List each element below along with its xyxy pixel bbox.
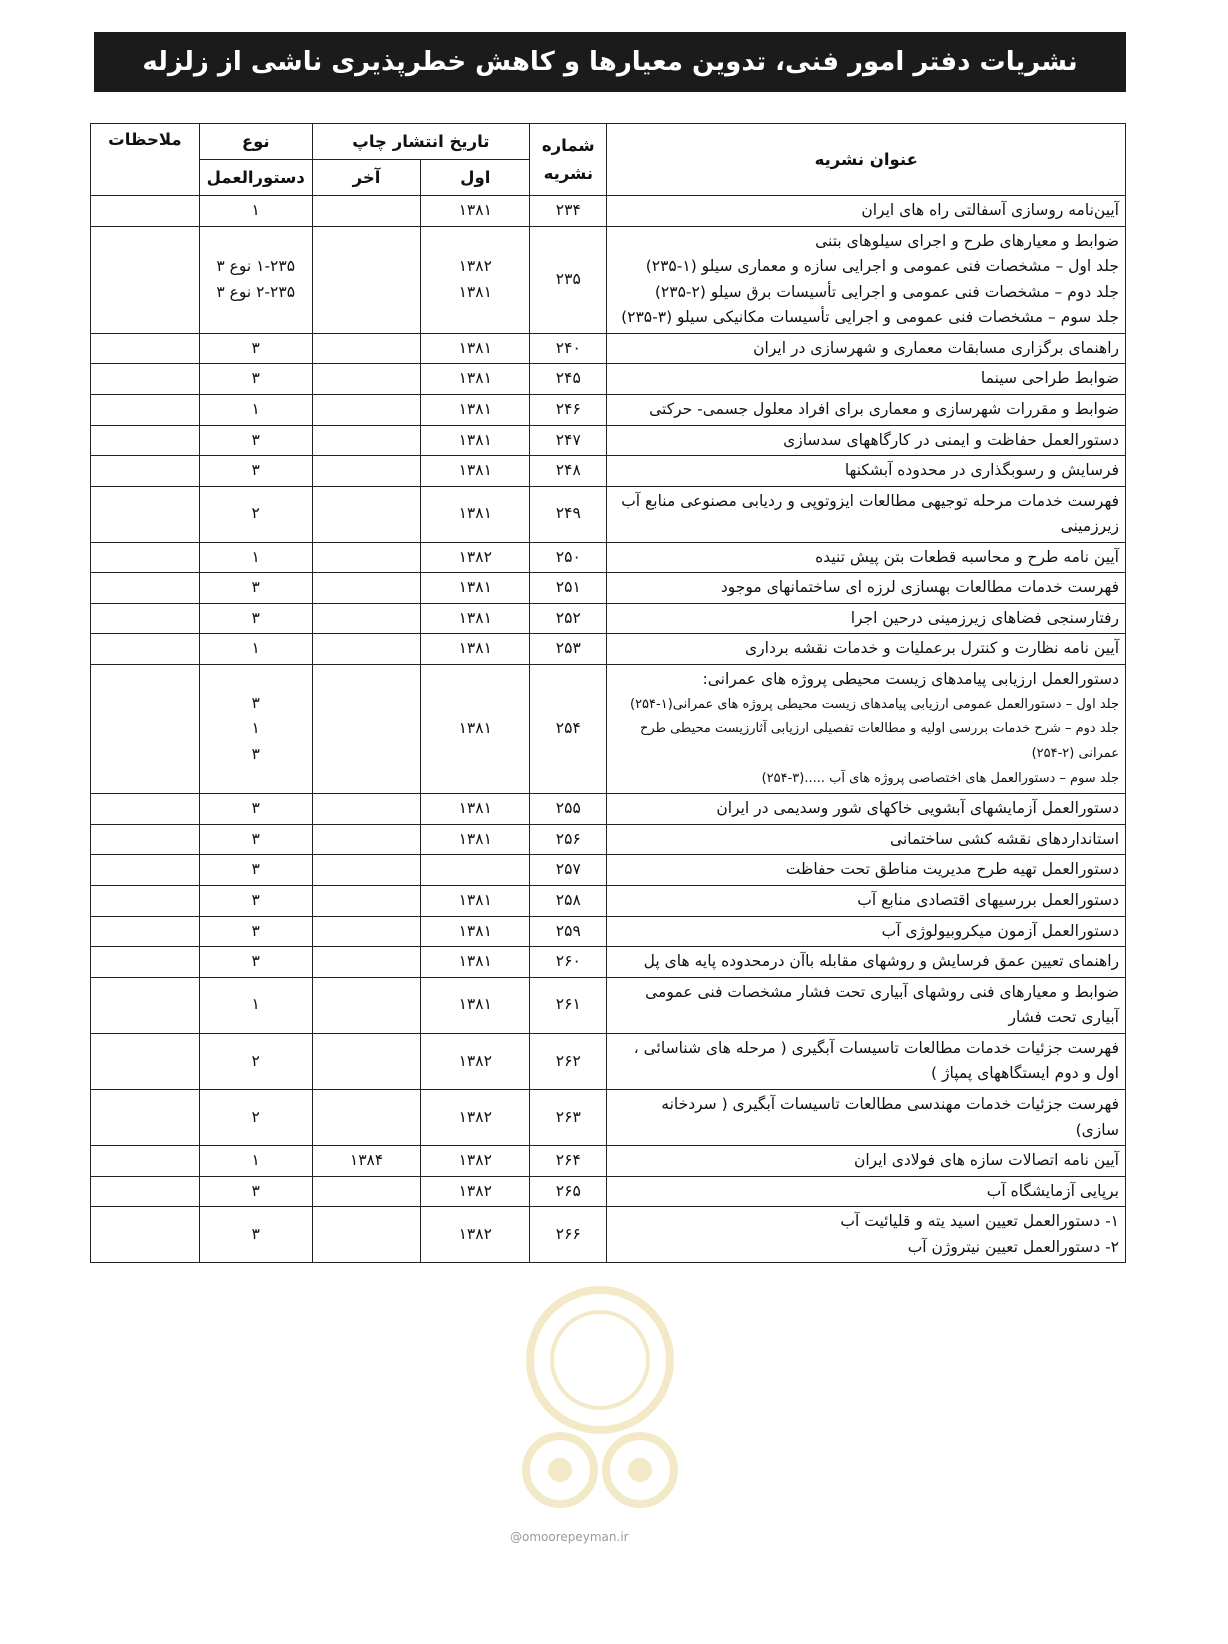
- title-line: جلد دوم – مشخصات فنی عمومی و اجرایی تأسیسات برق سیلو (۲-۲۳۵): [654, 282, 1119, 301]
- instruction-type-value: ۳: [251, 461, 260, 480]
- last-print-date: [312, 665, 421, 794]
- publication-title: [607, 542, 1126, 573]
- last-print-date: [312, 394, 421, 425]
- publication-number: ۲۵۱: [530, 573, 607, 604]
- instruction-type-value: ۱-۲۳۵ نوع ۳: [216, 257, 296, 276]
- publication-number: ۲۶۴: [530, 1146, 607, 1177]
- publication-title: [607, 364, 1126, 395]
- remarks-cell: [91, 486, 200, 542]
- first-print-date: [421, 456, 530, 487]
- publication-number: ۲۳۴: [530, 196, 607, 227]
- publication-title: [607, 855, 1126, 886]
- table-row: [91, 394, 1126, 425]
- publication-title: [607, 486, 1126, 542]
- publication-title: [607, 824, 1126, 855]
- publication-title: [607, 634, 1126, 665]
- header-number: شماره نشریه: [530, 124, 607, 196]
- table-row: [91, 947, 1126, 978]
- last-print-date: [312, 603, 421, 634]
- title-line: ۱- دستورالعمل تعیین اسید یته و قلیائیت آب: [840, 1212, 1119, 1231]
- first-print-value: ۱۳۸۲: [458, 1107, 492, 1126]
- instruction-type: [199, 824, 312, 855]
- last-print-date: [312, 364, 421, 395]
- publication-title: [607, 1176, 1126, 1207]
- title-line: دستورالعمل تهیه طرح مدیریت مناطق تحت حفاظت: [785, 860, 1119, 879]
- first-print-date: [421, 486, 530, 542]
- instruction-type: [199, 542, 312, 573]
- first-print-date: [421, 1176, 530, 1207]
- title-line: آیین نامه اتصالات سازه های فولادی ایران: [853, 1151, 1119, 1170]
- title-line-small: جلد سوم – دستورالعمل های اختصاصی پروژه های آب .....(۳-۲۵۴): [761, 770, 1119, 786]
- first-print-value: ۱۳۸۱: [458, 719, 492, 738]
- publication-number: ۲۶۳: [530, 1089, 607, 1145]
- stamp-seal-icon: [500, 1270, 700, 1520]
- last-print-date: [312, 1176, 421, 1207]
- first-print-date: [421, 226, 530, 333]
- table-row: [91, 542, 1126, 573]
- publication-number: ۲۵۸: [530, 886, 607, 917]
- last-print-date: [312, 1033, 421, 1089]
- table-row: [91, 573, 1126, 604]
- instruction-type: [199, 603, 312, 634]
- instruction-type-value: ۳: [251, 891, 260, 909]
- title-line: استانداردهای نقشه کشی ساختمانی: [890, 829, 1119, 848]
- last-print-date: [312, 425, 421, 456]
- publication-number: ۲۴۶: [530, 394, 607, 425]
- remarks-cell: [91, 573, 200, 604]
- table-row: [91, 425, 1126, 456]
- instruction-type: [199, 1207, 312, 1263]
- first-print-value: ۱۳۸۱: [458, 201, 492, 219]
- first-print-date: [421, 364, 530, 395]
- instruction-type-value: ۱: [251, 399, 260, 418]
- last-print-date: [312, 886, 421, 917]
- instruction-type: [199, 1033, 312, 1089]
- last-print-date: [312, 226, 421, 333]
- remarks-cell: [91, 947, 200, 978]
- publication-title: [607, 1146, 1126, 1177]
- remarks-cell: [91, 333, 200, 364]
- title-line: راهنمای برگزاری مسابقات معماری و شهرسازی در ایران: [753, 338, 1119, 357]
- first-print-date: [421, 794, 530, 825]
- remarks-cell: [91, 425, 200, 456]
- remarks-cell: [91, 1146, 200, 1177]
- title-line: دستورالعمل آزمایشهای آبشویی خاکهای شور وسدیمی در ایران: [716, 799, 1119, 818]
- first-print-value: ۱۳۸۱: [458, 608, 492, 627]
- remarks-cell: [91, 364, 200, 395]
- first-print-value: ۱۳۸۱: [458, 891, 492, 909]
- first-print-date: [421, 196, 530, 227]
- first-print-date: [421, 916, 530, 947]
- instruction-type-value: ۲-۲۳۵ نوع ۳: [216, 282, 296, 301]
- first-print-value: ۱۳۸۱: [458, 952, 492, 971]
- remarks-cell: [91, 855, 200, 886]
- first-print-value: ۱۳۸۱: [458, 921, 492, 940]
- header-title: عنوان نشریه: [607, 124, 1126, 196]
- watermark-site: @omoorepeyman.ir: [510, 1530, 629, 1544]
- first-print-date: [421, 573, 530, 604]
- table-row: [91, 196, 1126, 227]
- table-row: [91, 886, 1126, 917]
- last-print-date: [312, 977, 421, 1033]
- publication-title: [607, 394, 1126, 425]
- table-body: [91, 196, 1126, 1263]
- title-line-small: جلد اول – دستورالعمل عمومی ارزیابی پیامدهای زیست محیطی پروژه های عمرانی(۱-۲۵۴): [629, 696, 1119, 712]
- instruction-type: [199, 947, 312, 978]
- table-row: [91, 1207, 1126, 1263]
- table-row: [91, 456, 1126, 487]
- last-print-date: [312, 855, 421, 886]
- instruction-type-value: ۳: [251, 338, 260, 357]
- title-line: رفتارسنجی فضاهای زیرزمینی درحین اجرا: [850, 608, 1119, 627]
- publication-title: [607, 196, 1126, 227]
- last-print-date: [312, 1207, 421, 1263]
- remarks-cell: [91, 196, 200, 227]
- last-print-date: [312, 196, 421, 227]
- instruction-type-value: ۱: [251, 1151, 260, 1170]
- first-print-value: ۱۳۸۱: [458, 829, 492, 848]
- remarks-cell: [91, 603, 200, 634]
- remarks-cell: [91, 794, 200, 825]
- table-row: [91, 486, 1126, 542]
- instruction-type-value: ۳: [251, 578, 260, 597]
- remarks-cell: [91, 226, 200, 333]
- publication-title: [607, 977, 1126, 1033]
- publication-title: [607, 947, 1126, 978]
- first-print-value: ۱۳۸۱: [458, 799, 492, 818]
- first-print-value: ۱۳۸۱: [458, 504, 492, 523]
- publication-number: ۲۴۵: [530, 364, 607, 395]
- title-line: دستورالعمل ارزیابی پیامدهای زیست محیطی پروژه های عمرانی:: [702, 670, 1119, 688]
- instruction-type-value: ۱: [251, 719, 260, 738]
- title-line: آیین‌نامه روسازی آسفالتی راه های ایران: [861, 201, 1119, 219]
- title-line: ضوابط طراحی سینما: [980, 369, 1119, 388]
- first-print-value: ۱۳۸۲: [458, 547, 492, 566]
- table-row: [91, 665, 1126, 794]
- last-print-date: [312, 634, 421, 665]
- publication-number: ۲۵۶: [530, 824, 607, 855]
- last-print-date: ۱۳۸۴: [312, 1146, 421, 1177]
- remarks-cell: [91, 1207, 200, 1263]
- instruction-type-value: ۳: [251, 369, 260, 388]
- page-title: نشریات دفتر امور فنی، تدوین معیارها و کاهش خطرپذیری ناشی از زلزله: [94, 32, 1126, 92]
- instruction-type: [199, 1176, 312, 1207]
- last-print-date: [312, 486, 421, 542]
- publication-title: [607, 794, 1126, 825]
- table-row: [91, 634, 1126, 665]
- publication-number: ۲۴۰: [530, 333, 607, 364]
- remarks-cell: [91, 1089, 200, 1145]
- remarks-cell: [91, 916, 200, 947]
- table-row: [91, 226, 1126, 333]
- first-print-value: ۱۳۸۱: [458, 399, 492, 418]
- title-line: دستورالعمل آزمون میکروبیولوژی آب: [881, 921, 1119, 940]
- instruction-type-value: ۳: [251, 921, 260, 940]
- first-print-value: ۱۳۸۱: [458, 338, 492, 357]
- table-row: [91, 1146, 1126, 1177]
- publication-number: ۲۶۰: [530, 947, 607, 978]
- first-print-date: [421, 542, 530, 573]
- first-print-value: ۱۳۸۲: [458, 257, 492, 276]
- remarks-cell: [91, 456, 200, 487]
- first-print-date: [421, 1089, 530, 1145]
- table-row: [91, 1176, 1126, 1207]
- publication-title: [607, 886, 1126, 917]
- first-print-date: [421, 855, 530, 886]
- publication-number: ۲۵۴: [530, 665, 607, 794]
- remarks-cell: [91, 394, 200, 425]
- instruction-type: [199, 855, 312, 886]
- publication-title: [607, 425, 1126, 456]
- publication-title: [607, 333, 1126, 364]
- table-row: [91, 364, 1126, 395]
- publication-number: ۲۵۷: [530, 855, 607, 886]
- instruction-type-value: ۳: [251, 1181, 260, 1200]
- header-first-print: اول: [421, 160, 530, 196]
- title-line-small: جلد دوم – شرح خدمات بررسی اولیه و مطالعات تفصیلی ارزیابی آثارزیست محیطی طرح عمرانی (۲-۲۵۴): [640, 721, 1119, 761]
- first-print-date: [421, 886, 530, 917]
- publication-title: [607, 916, 1126, 947]
- first-print-value: ۱۳۸۱: [458, 639, 492, 658]
- title-line: آیین نامه نظارت و کنترل برعملیات و خدمات نقشه برداری: [745, 639, 1119, 658]
- first-print-value: ۱۳۸۱: [458, 430, 492, 449]
- table-row: [91, 1089, 1126, 1145]
- title-line: ۲- دستورالعمل تعیین نیتروژن آب: [907, 1237, 1119, 1256]
- header-remarks: ملاحظات: [91, 124, 200, 196]
- instruction-type-value: ۳: [251, 829, 260, 848]
- first-print-value: ۱۳۸۲: [458, 1151, 492, 1170]
- instruction-type: [199, 486, 312, 542]
- first-print-value: ۱۳۸۱: [458, 461, 492, 480]
- first-print-date: [421, 634, 530, 665]
- publication-number: ۲۳۵: [530, 226, 607, 333]
- instruction-type: [199, 196, 312, 227]
- instruction-type-value: ۳: [251, 430, 260, 449]
- publication-number: ۲۶۲: [530, 1033, 607, 1089]
- instruction-type: [199, 1089, 312, 1145]
- instruction-type: [199, 333, 312, 364]
- last-print-date: [312, 542, 421, 573]
- title-line: برپایی آزمایشگاه آب: [986, 1181, 1119, 1200]
- instruction-type: [199, 425, 312, 456]
- first-print-date: [421, 425, 530, 456]
- first-print-date: [421, 394, 530, 425]
- last-print-date: [312, 794, 421, 825]
- title-line: آیین نامه طرح و محاسبه قطعات بتن پیش تنیده: [815, 547, 1119, 566]
- instruction-type-value: ۳: [251, 693, 260, 712]
- instruction-type-value: ۳: [251, 1224, 260, 1243]
- publication-title: [607, 456, 1126, 487]
- instruction-type-value: ۱: [251, 639, 260, 658]
- publication-number: ۲۵۲: [530, 603, 607, 634]
- publication-number: ۲۶۵: [530, 1176, 607, 1207]
- instruction-type-value: ۳: [251, 799, 260, 818]
- first-print-value: ۱۳۸۱: [458, 282, 492, 301]
- table-row: [91, 916, 1126, 947]
- first-print-date: [421, 947, 530, 978]
- instruction-type: [199, 1146, 312, 1177]
- instruction-type: [199, 634, 312, 665]
- title-line: فهرست جزئیات خدمات مهندسی مطالعات تاسیسات آبگیری ( سردخانه سازی): [661, 1094, 1119, 1139]
- instruction-type-value: ۲: [251, 1051, 260, 1070]
- title-line: دستورالعمل بررسیهای اقتصادی منابع آب: [857, 891, 1119, 909]
- title-line: ضوابط و معیارهای فنی روشهای آبیاری تحت فشار مشخصات فنی عمومی آبیاری تحت فشار: [645, 982, 1119, 1027]
- table-row: [91, 855, 1126, 886]
- first-print-date: [421, 603, 530, 634]
- instruction-type-value: ۱: [251, 995, 260, 1014]
- first-print-value: ۱۳۸۲: [458, 1051, 492, 1070]
- header-last-print: آخر: [312, 160, 421, 196]
- first-print-date: [421, 665, 530, 794]
- instruction-type: [199, 364, 312, 395]
- first-print-date: [421, 333, 530, 364]
- publication-number: ۲۶۶: [530, 1207, 607, 1263]
- last-print-date: [312, 947, 421, 978]
- table-row: [91, 824, 1126, 855]
- publication-number: ۲۵۰: [530, 542, 607, 573]
- instruction-type: [199, 794, 312, 825]
- title-line: فرسایش و رسوبگذاری در محدوده آبشکنها: [844, 461, 1119, 480]
- first-print-value: ۱۳۸۲: [458, 1224, 492, 1243]
- first-print-date: [421, 1146, 530, 1177]
- last-print-date: [312, 824, 421, 855]
- title-line: راهنمای تعیین عمق فرسایش و روشهای مقابله باآن درمحدوده پایه های پل: [643, 952, 1119, 971]
- publication-number: ۲۴۷: [530, 425, 607, 456]
- instruction-type-value: ۳: [251, 860, 260, 879]
- header-print-date: تاریخ انتشار چاپ: [312, 124, 529, 160]
- instruction-type-value: ۳: [251, 952, 260, 971]
- publications-table: [90, 123, 1126, 1263]
- publication-number: ۲۵۹: [530, 916, 607, 947]
- publication-title: [607, 1033, 1126, 1089]
- remarks-cell: [91, 542, 200, 573]
- publication-title: [607, 603, 1126, 634]
- remarks-cell: [91, 1033, 200, 1089]
- remarks-cell: [91, 886, 200, 917]
- table-row: [91, 1033, 1126, 1089]
- instruction-type-value: ۲: [251, 1107, 260, 1126]
- publication-title: [607, 665, 1126, 794]
- title-line: فهرست خدمات مطالعات بهسازی لرزه ای ساختمانهای موجود: [720, 578, 1119, 597]
- publication-title: [607, 1089, 1126, 1145]
- first-print-date: [421, 824, 530, 855]
- table-row: [91, 794, 1126, 825]
- instruction-type: [199, 665, 312, 794]
- instruction-type: [199, 977, 312, 1033]
- table-row: [91, 603, 1126, 634]
- title-line: ضوابط و معیارهای طرح و اجرای سیلوهای بتنی: [815, 231, 1119, 250]
- first-print-value: ۱۳۸۱: [458, 369, 492, 388]
- instruction-type-value: ۱: [251, 201, 260, 219]
- first-print-value: ۱۳۸۲: [458, 1181, 492, 1200]
- instruction-type: [199, 394, 312, 425]
- remarks-cell: [91, 634, 200, 665]
- publication-number: ۲۵۳: [530, 634, 607, 665]
- instruction-type: [199, 916, 312, 947]
- instruction-type-value: ۱: [251, 547, 260, 566]
- first-print-date: [421, 977, 530, 1033]
- publication-title: [607, 573, 1126, 604]
- first-print-value: ۱۳۸۱: [458, 995, 492, 1014]
- table-row: [91, 977, 1126, 1033]
- header-type: نوع: [199, 124, 312, 160]
- last-print-date: [312, 456, 421, 487]
- instruction-type: [199, 573, 312, 604]
- remarks-cell: [91, 665, 200, 794]
- title-line: جلد اول – مشخصات فنی عمومی و اجرایی سازه و معماری سیلو (۱-۲۳۵): [645, 257, 1119, 276]
- remarks-cell: [91, 824, 200, 855]
- title-line: دستورالعمل حفاظت و ایمنی در کارگاههای سدسازی: [783, 430, 1119, 449]
- publication-number: ۲۴۸: [530, 456, 607, 487]
- publication-number: ۲۵۵: [530, 794, 607, 825]
- last-print-date: [312, 333, 421, 364]
- remarks-cell: [91, 1176, 200, 1207]
- instruction-type-value: ۲: [251, 504, 260, 523]
- first-print-value: ۱۳۸۱: [458, 578, 492, 597]
- first-print-date: [421, 1033, 530, 1089]
- instruction-type: [199, 456, 312, 487]
- title-line: جلد سوم – مشخصات فنی عمومی و اجرایی تأسیسات مکانیکی سیلو (۳-۲۳۵): [621, 308, 1119, 327]
- instruction-type: [199, 886, 312, 917]
- instruction-type-value: ۳: [251, 744, 260, 763]
- table-row: [91, 333, 1126, 364]
- last-print-date: [312, 916, 421, 947]
- remarks-cell: [91, 977, 200, 1033]
- publication-number: ۲۴۹: [530, 486, 607, 542]
- title-line: ضوابط و مقررات شهرسازی و معماری برای افراد معلول جسمی- حرکتی: [649, 399, 1119, 418]
- title-line: فهرست جزئیات خدمات مطالعات تاسیسات آبگیری ( مرحله های شناسائی ، اول و دوم ایستگاههای پمپاژ ): [633, 1038, 1119, 1083]
- first-print-date: [421, 1207, 530, 1263]
- publication-title: [607, 1207, 1126, 1263]
- publication-number: ۲۶۱: [530, 977, 607, 1033]
- publication-title: [607, 226, 1126, 333]
- instruction-type: [199, 226, 312, 333]
- last-print-date: [312, 1089, 421, 1145]
- instruction-type-value: ۳: [251, 608, 260, 627]
- last-print-date: [312, 573, 421, 604]
- title-line: فهرست خدمات مرحله توجیهی مطالعات ایزوتوپی و ردیابی مصنوعی منابع آب زیرزمینی: [621, 491, 1119, 536]
- header-type-sub: دستورالعمل: [199, 160, 312, 196]
